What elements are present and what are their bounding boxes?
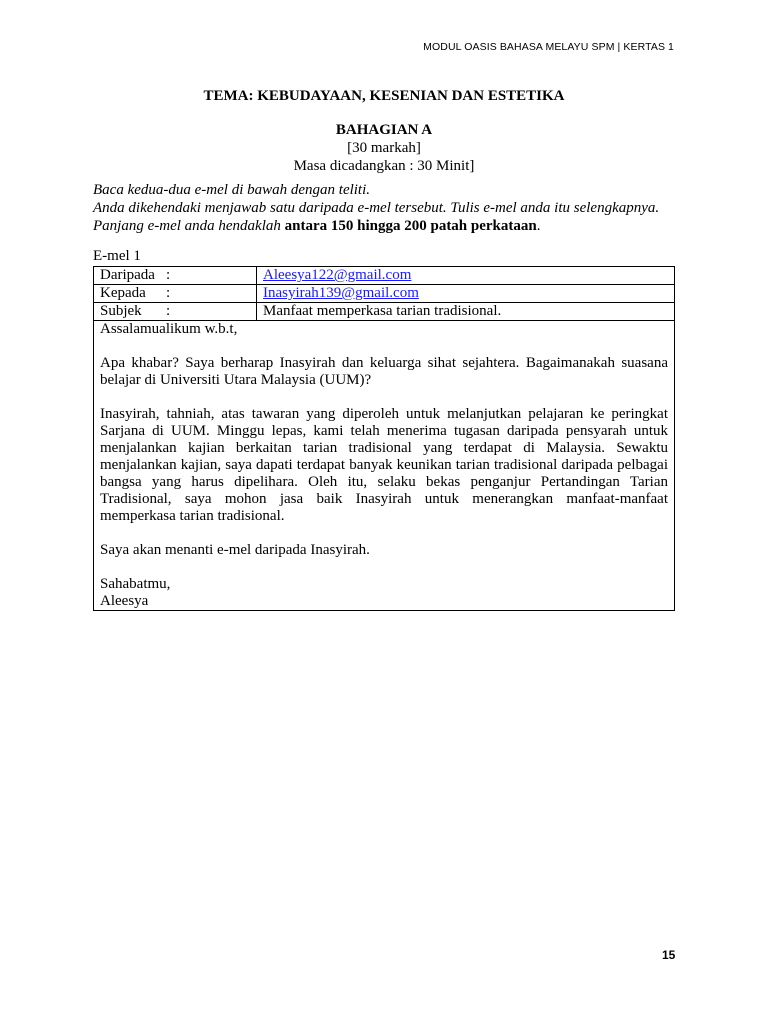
subject-colon: : <box>166 303 171 319</box>
subject-label: Subjek <box>100 303 142 319</box>
subject-label-cell <box>94 303 257 321</box>
email-closing: Sahabatmu, <box>100 576 171 592</box>
page-number: 15 <box>662 948 676 962</box>
from-label-cell <box>94 267 257 285</box>
email-table <box>93 266 675 611</box>
instruction-line-3-suffix: . <box>536 218 541 234</box>
section-time: Masa dicadangkan : 30 Minit] <box>293 158 475 174</box>
running-header: MODUL OASIS BAHASA MELAYU SPM | KERTAS 1 <box>423 41 674 53</box>
instruction-line-3 <box>93 217 683 235</box>
instruction-line-2: Anda dikehendaki menjawab satu daripada e-mel tersebut. Tulis e-mel anda itu selengkapnya. <box>93 200 660 216</box>
instructions <box>93 181 683 235</box>
email-paragraph-3: Saya akan menanti e-mel daripada Inasyirah. <box>100 542 370 558</box>
from-label: Daripada <box>100 267 155 283</box>
email-body-row <box>94 321 675 611</box>
email-to-row <box>94 285 675 303</box>
section-marks: [30 markah] <box>347 140 421 156</box>
email-subject-row <box>94 303 675 321</box>
to-label-cell <box>94 285 257 303</box>
email-from-row <box>94 267 675 285</box>
to-colon: : <box>166 285 171 301</box>
email-body <box>94 321 675 611</box>
email-signature: Aleesya <box>100 593 149 609</box>
email-label: E-mel 1 <box>93 248 141 264</box>
instruction-line-1: Baca kedua-dua e-mel di bawah dengan teliti. <box>93 182 371 198</box>
from-colon: : <box>166 267 171 283</box>
from-email-link[interactable]: Aleesya122@gmail.com <box>263 267 412 283</box>
to-email-link[interactable]: Inasyirah139@gmail.com <box>263 285 419 301</box>
word-count-requirement: antara 150 hingga 200 patah perkataan <box>284 218 537 234</box>
email-paragraph-2: Inasyirah, tahniah, atas tawaran yang diperoleh untuk melanjutkan pelajaran ke peringkat Sarjana di UUM. Minggu lepas, kami telah menerima tugasan daripada pensyarah untuk menjalankan kajian berkaitan tarian tradisional yang terdapat di Malaysia. Sewaktu menjalankan kajian, saya dapati terdapat banyak keunikan tarian tradisional daripada pelbagai bangsa yang harus dipelihara. Oleh itu, selaku bekas penganjur Pertandingan Tarian Tradisional, saya mohon jasa baik Inasyirah untuk menerangkan manfaat-manfaat memperkasa tarian tradisional. <box>100 406 668 524</box>
to-value-cell <box>257 285 675 303</box>
theme-heading: TEMA: KEBUDAYAAN, KESENIAN DAN ESTETIKA <box>203 88 565 104</box>
email-greeting: Assalamualikum w.b.t, <box>100 321 238 337</box>
email-paragraph-1: Apa khabar? Saya berharap Inasyirah dan keluarga sihat sejahtera. Bagaimanakah suasana belajar di Universiti Utara Malaysia (UUM)? <box>100 355 668 388</box>
from-value-cell <box>257 267 675 285</box>
section-block <box>0 121 768 175</box>
to-label: Kepada <box>100 285 146 301</box>
section-title: BAHAGIAN A <box>335 122 433 138</box>
subject-value: Manfaat memperkasa tarian tradisional. <box>257 303 675 321</box>
instruction-line-3-prefix: Panjang e-mel anda hendaklah <box>93 218 285 234</box>
